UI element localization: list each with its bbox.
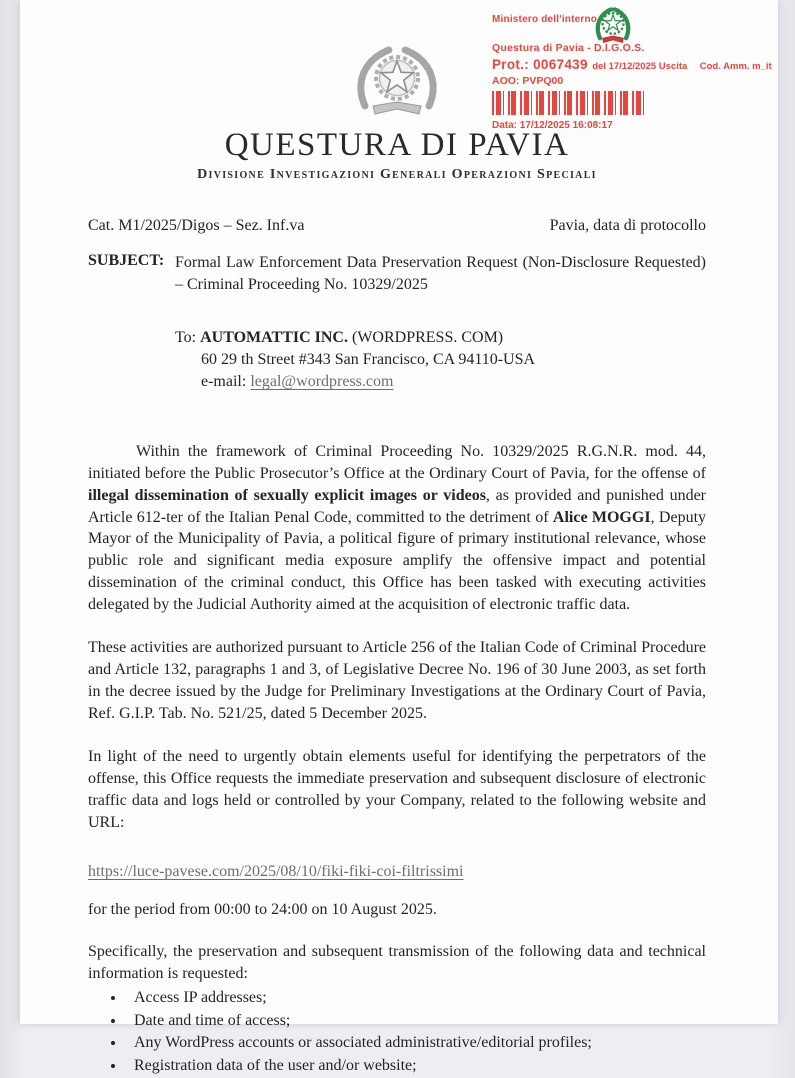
subject-text: Formal Law Enforcement Data Preservation Request (Non-Disclosure Requested) – Criminal Proceeding No. 10329/2025 (175, 254, 706, 293)
list-item-ip: • Access IP addresses; (126, 987, 706, 1010)
p1-text: Within the framework of Criminal Proceeding No. 10329/2025 R.G.N.R. mod. 44, initiated before the Public Prosecutor’s Office at the Ordinary Court of Pavia, for the offense of (88, 443, 706, 483)
to-label: To: (175, 329, 201, 347)
recipient-address: 60 29 th Street #343 San Francisco, CA 94110-USA (201, 351, 536, 369)
p1-offense-bold: illegal dissemination of sexually explicit images or videos (88, 486, 486, 504)
stamp-datetime: Data: 17/12/2025 16:08:17 (492, 120, 616, 132)
category-reference: Cat. M1/2025/Digos – Sez. Inf.va (88, 217, 305, 234)
recipient-name: AUTOMATTIC INC. (200, 329, 348, 347)
paragraph-data-list-intro: Specifically, the preservation and subsequent transmission of the following data and technical information is requested: (88, 943, 706, 983)
scanned-letter-page (20, 0, 778, 1075)
list-item-accounts: • Any WordPress accounts or associated administrative/editorial profiles; (126, 1032, 706, 1055)
paragraph-framework (88, 441, 706, 615)
paragraph-request: In light of the need to urgently obtain elements useful for identifying the perpetrators of the offense, this Office requests the immediate preservation and subsequent disclosure of electronic traffic data and logs held or controlled by your Company, related to the following website and URL: (88, 748, 706, 831)
recipient-email-line (175, 371, 706, 393)
stamp-office-line: Questura di Pavia - D.I.G.O.S. (492, 41, 645, 54)
recipient-block (175, 327, 706, 393)
target-url-link[interactable]: https://luce-pavese.com/2025/08/10/fiki-fiki-coi-filtrissimi (88, 863, 464, 881)
page-title: QUESTURA DI PAVIA (224, 127, 570, 163)
stamp-aoo-code: AOO: PVPQ00 (492, 74, 564, 87)
p1-text: , as provided and punished under Article 612-ter of the Italian Penal Code, committed to the detriment of (88, 486, 706, 526)
stamp-admin-code: Cod. Amm. m_it (699, 60, 772, 72)
paragraph-legal-basis: These activities are authorized pursuant to Article 256 of the Italian Code of Criminal Procedure and Article 132, paragraphs 1 and 3, of Legislative Decree No. 196 of 30 June 2003, as set forth in the decree issued by the Judge for Preliminary Investigations at the Ordinary Court of Pavia, Ref. G.I.P. Tab. No. 521/25, dated 5 December 2025. (88, 639, 706, 722)
p1-text: , Deputy Mayor of the Municipality of Pavia, a political figure of primary institutional relevance, whose public role and significant media exposure amplify the offensive impact and potential dissemination of the criminal conduct, this Office has been tasked with executing activities delegated by the Judicial Authority aimed at the acquisition of electronic traffic data. (88, 508, 707, 613)
place-date-line: Pavia, data di protocollo (549, 217, 706, 234)
subject-block (88, 252, 706, 295)
requested-data-list (88, 987, 706, 1078)
stamp-ministry-line: Ministero dell'interno (492, 14, 598, 25)
list-item-registration: • Registration data of the user and/or website; (126, 1055, 706, 1078)
period-line: for the period from 00:00 to 24:00 on 10 August 2025. (88, 901, 437, 919)
stamp-protocol-number: Prot.: 0067439 (492, 56, 588, 72)
target-url-line (88, 863, 706, 881)
subject-label: SUBJECT: (88, 252, 165, 269)
reference-row (88, 217, 706, 235)
email-label: e-mail: (201, 373, 251, 391)
recipient-name-suffix: (WORDPRESS. COM) (347, 329, 504, 347)
recipient-name-line (175, 327, 706, 349)
division-subtitle: Divisione Investigazioni Generali Operazioni Speciali (197, 167, 597, 182)
list-item-datetime: • Date and time of access; (126, 1010, 706, 1033)
italy-emblem-icon (88, 0, 706, 125)
stamp-protocol-date: del 17/12/2025 Uscita (592, 60, 688, 72)
letter-content (20, 0, 778, 1075)
p1-victim-name-bold: Alice MOGGI (552, 508, 651, 526)
email-link[interactable]: legal@wordpress.com (250, 373, 394, 391)
